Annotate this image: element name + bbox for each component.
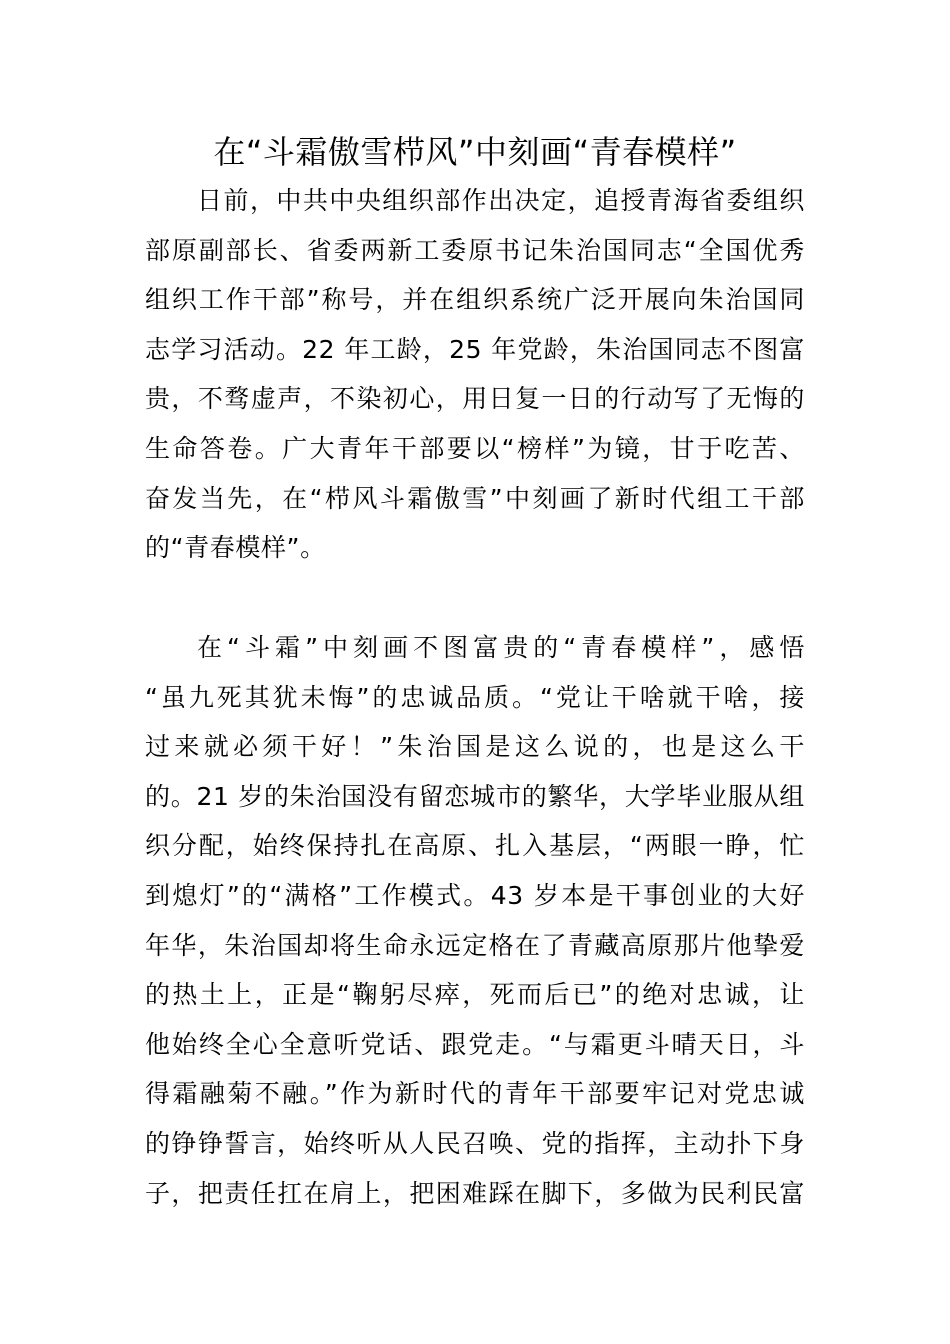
paragraph-line: 过来就必须干好！”朱治国是这么说的，也是这么干: [145, 732, 805, 762]
paragraph-line: 志学习活动。22 年工龄，25 年党龄，朱治国同志不图富: [145, 334, 805, 364]
paragraph-line: 的铮铮誓言，始终听从人民召唤、党的指挥，主动扑下身: [145, 1128, 805, 1158]
paragraph-line: 年华，朱治国却将生命永远定格在了青藏高原那片他挚爱: [145, 930, 805, 960]
paragraph-2: [145, 623, 805, 1218]
paragraph-line: 生命答卷。广大青年干部要以“榜样”为镜，甘于吃苦、: [145, 433, 805, 463]
paragraph-line: 得霜融菊不融。”作为新时代的青年干部要牢记对党忠诚: [145, 1079, 805, 1109]
paragraph-line: 的“青春模样”。: [145, 533, 326, 563]
paragraph-line: 组织工作干部”称号，并在组织系统广泛开展向朱治国同: [145, 285, 805, 315]
paragraph-line: 奋发当先，在“栉风斗霜傲雪”中刻画了新时代组工干部: [145, 483, 805, 513]
paragraph-line: 的。21 岁的朱治国没有留恋城市的繁华，大学毕业服从组: [145, 781, 805, 811]
paragraph-line: 子，把责任扛在肩上，把困难踩在脚下，多做为民利民富: [145, 1178, 805, 1208]
document-title: 在“斗霜傲雪栉风”中刻画“青春模样”: [213, 133, 737, 171]
paragraph-line: 的热土上，正是“鞠躬尽瘁，死而后已”的绝对忠诚，让: [145, 980, 805, 1010]
paragraph-line: “虽九死其犹未悔”的忠诚品质。“党让干啥就干啥，接: [145, 682, 805, 712]
paragraph-line: 到熄灯”的“满格”工作模式。43 岁本是干事创业的大好: [145, 880, 805, 910]
paragraph-line: 日前，中共中央组织部作出决定，追授青海省委组织: [197, 186, 805, 215]
paragraph-line: 在“斗霜”中刻画不图富贵的“青春模样”，感悟: [197, 633, 805, 662]
paragraph-line: 贵，不骛虚声，不染初心，用日复一日的行动写了无悔的: [145, 384, 805, 414]
paragraph-line: 织分配，始终保持扎在高原、扎入基层，“两眼一睁，忙: [145, 831, 805, 861]
paragraph-1: [145, 176, 805, 573]
paragraph-line: 部原副部长、省委两新工委原书记朱治国同志“全国优秀: [145, 235, 805, 265]
paragraph-line: 他始终全心全意听党话、跟党走。“与霜更斗晴天日，斗: [145, 1029, 805, 1059]
